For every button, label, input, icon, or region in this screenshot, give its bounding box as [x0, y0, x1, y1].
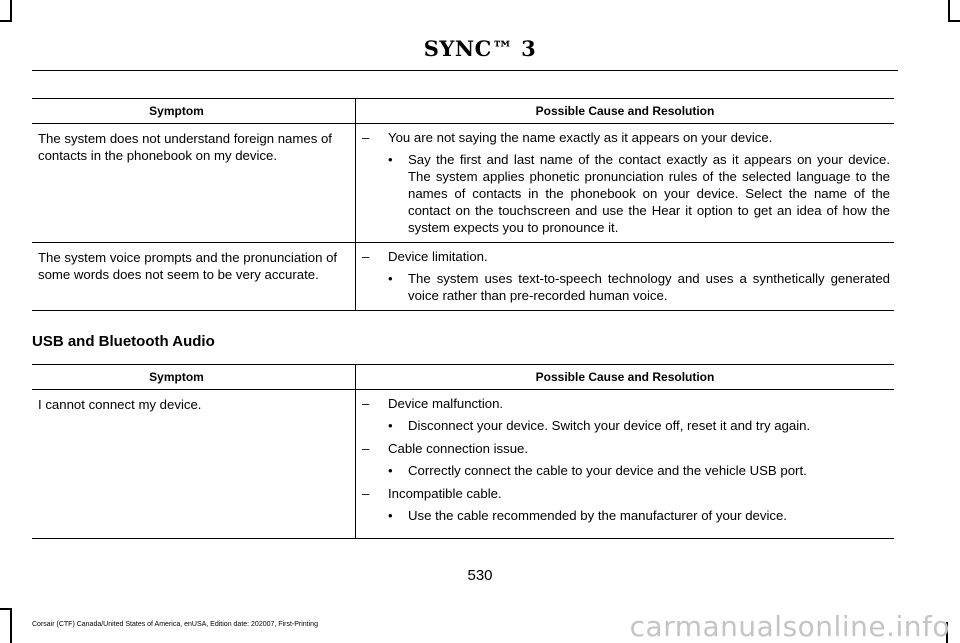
fix-text: Say the first and last name of the contact exactly as it appears on your device. The system applies phonetic pronunciation rules of the selected language to the names of contacts in the phonebook on your device. Select the name of the contact on the touchscreen and use the Hear it option to get an idea of how the system expects you to pronounce it.	[408, 152, 890, 235]
cause-text: Device malfunction.	[388, 396, 504, 411]
fix-item	[388, 507, 890, 524]
dash-marker: –	[362, 441, 370, 456]
footer-edition-text: Corsair (CTF) Canada/United States of America, enUSA, Edition date: 202007, First-Printing	[32, 621, 318, 628]
header-rule	[32, 70, 898, 71]
crop-mark-top-left	[10, 0, 12, 22]
cause-text: Incompatible cable.	[388, 486, 502, 501]
cause-text: Device limitation.	[388, 249, 488, 264]
table-row	[32, 243, 894, 311]
fix-text: Correctly connect the cable to your device and the vehicle USB port.	[408, 463, 807, 478]
cause-text: You are not saying the name exactly as it appears on your device.	[388, 130, 773, 145]
bullet-marker: •	[388, 271, 393, 286]
fix-item	[388, 417, 890, 434]
resolution-cell	[356, 390, 895, 539]
cause-item	[362, 248, 890, 265]
table-row	[32, 390, 894, 539]
fix-text: Disconnect your device. Switch your device off, reset it and try again.	[408, 418, 811, 433]
fix-text: The system uses text-to-speech technology and uses a synthetically generated voice rather than pre-recorded human voice.	[408, 271, 890, 303]
crop-mark-top-right	[948, 0, 950, 22]
bullet-marker: •	[388, 418, 393, 433]
dash-marker: –	[362, 396, 370, 411]
resolution-cell	[356, 124, 895, 243]
page-number: 530	[467, 567, 493, 584]
symptom-cell: I cannot connect my device.	[32, 390, 356, 539]
bullet-marker: •	[388, 152, 393, 167]
watermark: carmanualsonline.info	[629, 610, 950, 643]
symptom-cell: The system does not understand foreign names of contacts in the phonebook on my device.	[32, 124, 356, 243]
cause-item	[362, 129, 890, 146]
section-title: USB and Bluetooth Audio	[32, 333, 215, 350]
fix-item	[388, 462, 890, 479]
cause-text: Cable connection issue.	[388, 441, 529, 456]
resolution-cell	[356, 243, 895, 311]
page-header-title: SYNC™ 3	[423, 36, 537, 61]
fix-item	[388, 270, 890, 304]
dash-marker: –	[362, 249, 370, 264]
dash-marker: –	[362, 486, 370, 501]
table-row	[32, 124, 894, 243]
crop-mark-bottom-left	[0, 608, 12, 610]
cause-item	[362, 485, 890, 502]
troubleshooting-table-usb-bluetooth	[32, 364, 894, 539]
column-header-symptom: Symptom	[32, 99, 356, 124]
troubleshooting-table-voice	[32, 98, 894, 311]
column-header-resolution: Possible Cause and Resolution	[356, 365, 895, 390]
cause-item	[362, 440, 890, 457]
cause-item	[362, 395, 890, 412]
fix-item	[388, 151, 890, 236]
bullet-marker: •	[388, 463, 393, 478]
column-header-resolution: Possible Cause and Resolution	[356, 99, 895, 124]
dash-marker: –	[362, 130, 370, 145]
fix-text: Use the cable recommended by the manufacturer of your device.	[408, 508, 787, 523]
column-header-symptom: Symptom	[32, 365, 356, 390]
table-header-row	[32, 365, 894, 390]
crop-mark-top-left	[0, 20, 12, 22]
symptom-cell: The system voice prompts and the pronunciation of some words does not seem to be very accurate.	[32, 243, 356, 311]
crop-mark-top-right	[948, 20, 960, 22]
bullet-marker: •	[388, 508, 393, 523]
crop-mark-bottom-left	[10, 608, 12, 643]
table-header-row	[32, 99, 894, 124]
